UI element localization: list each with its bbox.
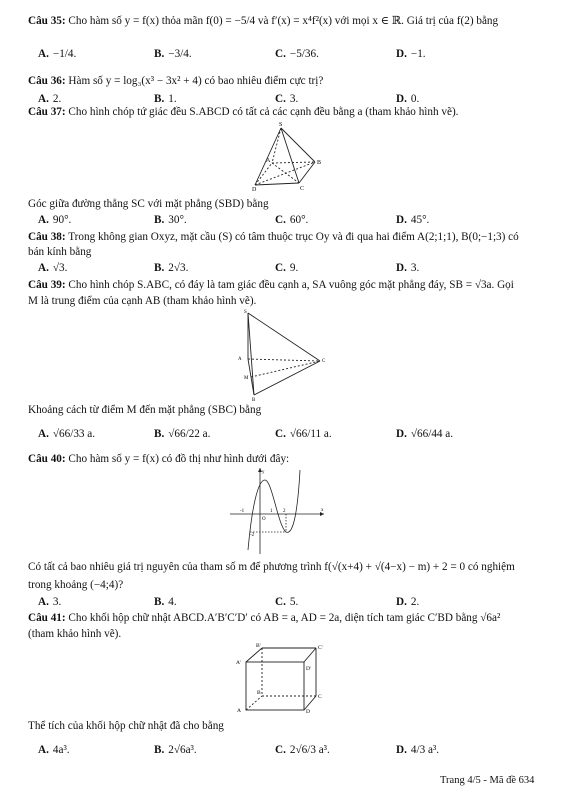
q41-text-2: (tham khảo hình vẽ). <box>28 628 122 640</box>
q38-text <box>28 231 519 244</box>
label-a: A <box>237 708 241 714</box>
label-d: D <box>252 187 257 192</box>
q37-option-a[interactable]: A. 90°. <box>38 214 72 226</box>
label-d1: D' <box>306 666 311 672</box>
q38-label: Câu 38: <box>28 231 66 243</box>
graph-x-neg1: -1 <box>240 509 245 514</box>
q39-label: Câu 39: <box>28 279 66 291</box>
q39-text-2: M là trung điểm của cạnh AB (tham khảo hình vẽ). <box>28 295 257 307</box>
q38-option-b[interactable]: B. 2√3. <box>154 262 189 274</box>
q36-option-c[interactable]: C. 3. <box>275 93 299 105</box>
q40-option-d[interactable]: D. 2. <box>396 596 420 608</box>
label-d: D <box>306 709 310 714</box>
q36-body: Hàm số y = log₃(x³ − 3x² + 4) có bao nhiêu điểm cực trị? <box>68 75 324 87</box>
q38-option-d[interactable]: D. 3. <box>396 262 420 274</box>
q37-option-c[interactable]: C. 60°. <box>275 214 309 226</box>
page-footer: Trang 4/5 - Mã đề 634 <box>440 775 535 786</box>
q35-option-c[interactable]: C. −5/36. <box>275 48 319 60</box>
q35-body: Cho hàm số y = f(x) thỏa mãn f(0) = −5/4 và f′(x) = x⁴f²(x) với mọi x ∈ ℝ. Giá trị của f(2) bằng <box>68 15 499 27</box>
q41-text <box>28 612 500 625</box>
q40-body: Cho hàm số y = f(x) có đồ thị như hình dưới đây: <box>68 453 290 465</box>
label-b: B <box>252 398 256 401</box>
label-c1: C' <box>318 645 323 651</box>
graph-y-min: -2 <box>250 533 255 538</box>
q38-option-a[interactable]: A. √3. <box>38 262 68 274</box>
label-a: A <box>238 357 242 362</box>
q41-option-d[interactable]: D. 4/3 a³. <box>396 744 440 756</box>
q35-label: Câu 35: <box>28 15 66 27</box>
q36-option-d[interactable]: D. 0. <box>396 93 420 105</box>
pyramid-sabcd-figure <box>252 118 332 192</box>
q40-after-1: Có tất cả bao nhiêu giá trị nguyên của tham số m để phương trình f(√(x+4) + √(4−x) − m) + 2 = 0 có nghiệm <box>28 561 515 573</box>
q39-option-a[interactable]: A. √66/33 a. <box>38 428 96 440</box>
q41-after: Thể tích của khối hộp chữ nhật đã cho bằng <box>28 720 224 732</box>
q37-option-b[interactable]: B. 30°. <box>154 214 187 226</box>
q41-option-a[interactable]: A. 4a³. <box>38 744 70 756</box>
q36-text <box>28 75 323 88</box>
q39-text <box>28 279 514 292</box>
graph-y-label: y <box>262 470 265 475</box>
graph-origin: O <box>262 517 266 522</box>
q41-option-c[interactable]: C. 2√6/3 a³. <box>275 744 330 756</box>
label-c: C <box>300 186 305 192</box>
q40-option-a[interactable]: A. 3. <box>38 596 62 608</box>
label-a: A <box>266 158 271 164</box>
q37-after: Góc giữa đường thẳng SC với mặt phẳng (SBD) bằng <box>28 198 269 210</box>
q35-option-a[interactable]: A. −1/4. <box>38 48 77 60</box>
q36-option-b[interactable]: B. 1. <box>154 93 177 105</box>
label-b1: B' <box>256 643 261 649</box>
q35-option-d[interactable]: D. −1. <box>396 48 426 60</box>
q39-after: Khoảng cách từ điểm M đến mặt phẳng (SBC) bằng <box>28 404 262 416</box>
q39-body: Cho hình chóp S.ABC, có đáy là tam giác đều cạnh a, SA vuông góc mặt phẳng đáy, SB = √3a. Gọi <box>68 279 514 291</box>
function-graph <box>228 466 328 556</box>
q38-option-c[interactable]: C. 9. <box>275 262 299 274</box>
q37-text <box>28 106 458 119</box>
q37-body: Cho hình chóp tứ giác đều S.ABCD có tất cả các cạnh đều bằng a (tham khảo hình vẽ). <box>68 106 459 118</box>
label-a1: A' <box>236 660 241 666</box>
label-b: B <box>257 690 261 696</box>
box-figure <box>232 642 328 714</box>
q37-label: Câu 37: <box>28 106 66 118</box>
q40-option-b[interactable]: B. 4. <box>154 596 177 608</box>
q40-option-c[interactable]: C. 5. <box>275 596 299 608</box>
q39-option-b[interactable]: B. √66/22 a. <box>154 428 211 440</box>
q39-option-d[interactable]: D. √66/44 a. <box>396 428 454 440</box>
q39-option-c[interactable]: C. √66/11 a. <box>275 428 332 440</box>
label-s: S <box>244 310 247 315</box>
label-s: S <box>279 122 283 128</box>
q40-label: Câu 40: <box>28 453 66 465</box>
graph-x2: 2 <box>283 509 286 514</box>
q37-option-d[interactable]: D. 45°. <box>396 214 430 226</box>
label-m: M <box>244 376 249 381</box>
label-c: C <box>318 694 322 700</box>
q36-option-a[interactable]: A. 2. <box>38 93 62 105</box>
q35-option-b[interactable]: B. −3/4. <box>154 48 192 60</box>
label-c: C <box>322 359 326 364</box>
q40-text <box>28 453 289 466</box>
q36-label: Câu 36: <box>28 75 66 87</box>
q40-after-2: trong khoảng (−4;4)? <box>28 579 124 591</box>
q41-label: Câu 41: <box>28 612 66 624</box>
graph-x1: 1 <box>270 509 273 514</box>
q41-option-b[interactable]: B. 2√6a³. <box>154 744 197 756</box>
graph-x-label: x <box>321 508 324 513</box>
pyramid-sabc-figure <box>236 309 328 401</box>
label-b: B <box>317 160 322 166</box>
q38-text-2: bán kính bằng <box>28 246 92 258</box>
q38-body: Trong không gian Oxyz, mặt cầu (S) có tâm thuộc trục Oy và đi qua hai điểm A(2;1;1), B(0;−1;3) có <box>68 231 519 243</box>
q35-text <box>28 15 498 28</box>
q41-body: Cho khối hộp chữ nhật ABCD.A′B′C′D′ có AB = a, AD = 2a, diện tích tam giác C′BD bằng √6a² <box>68 612 501 624</box>
